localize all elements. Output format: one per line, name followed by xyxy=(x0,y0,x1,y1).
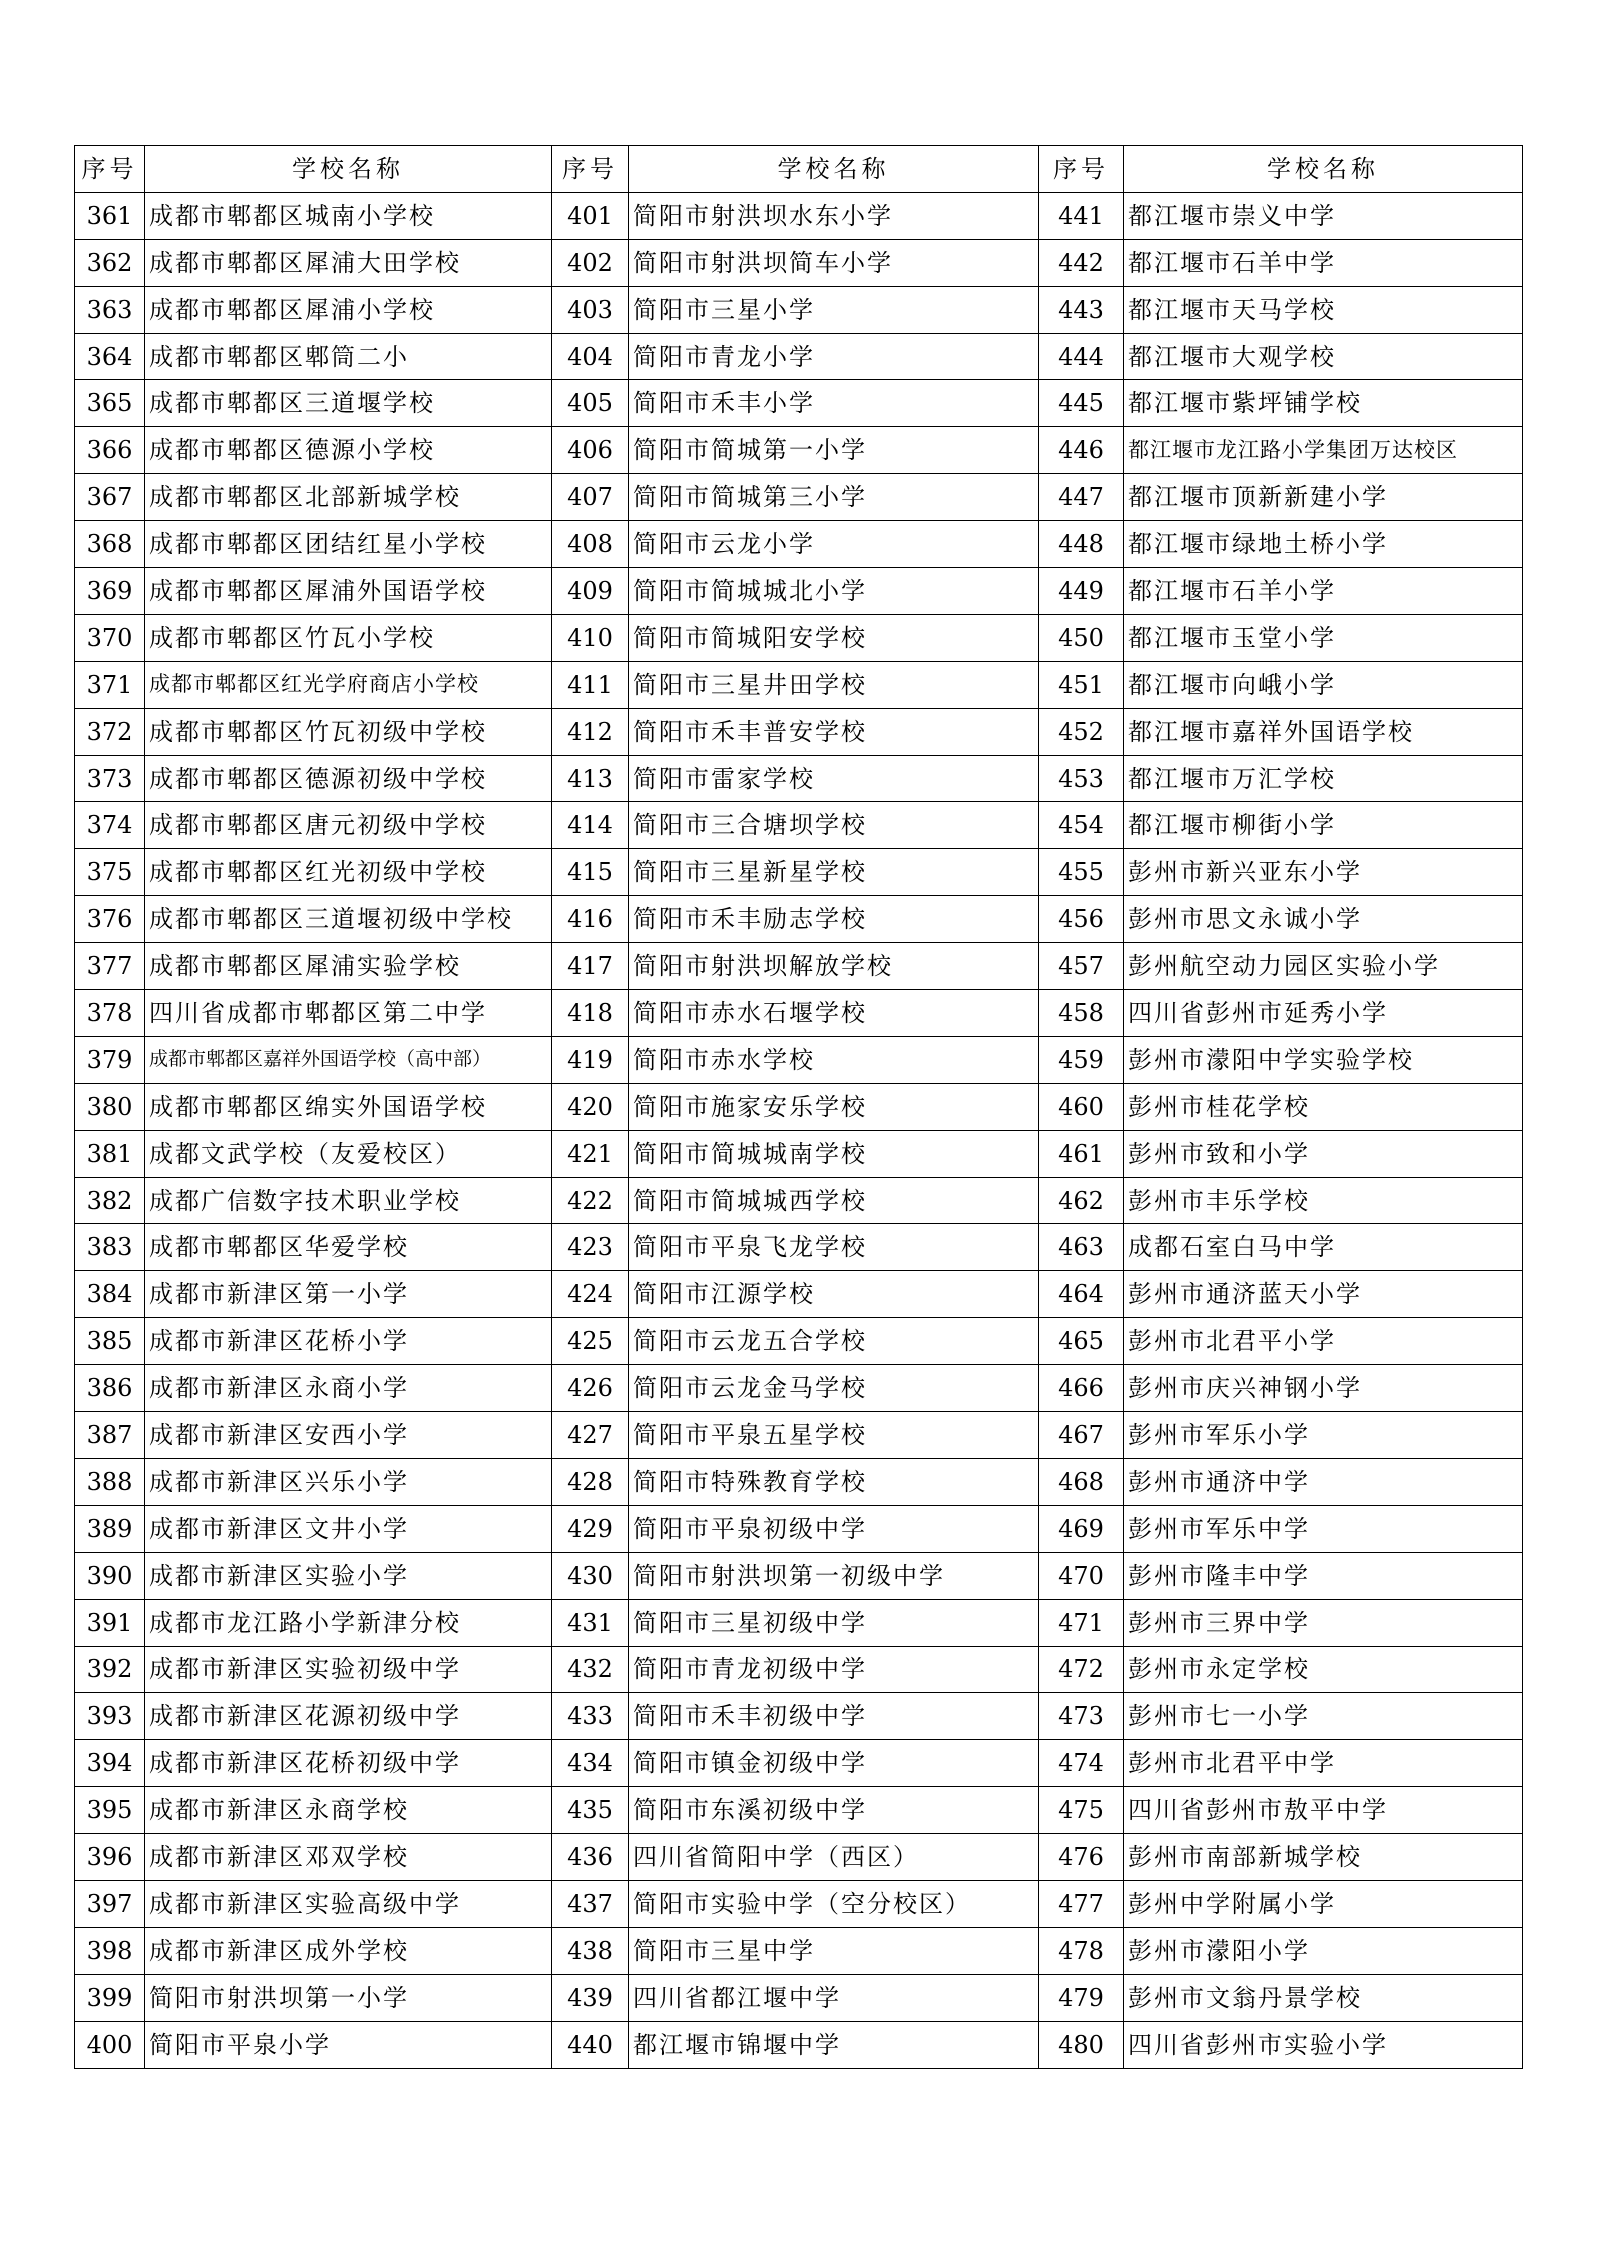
table-row xyxy=(75,568,1523,615)
serial-number-cell: 466 xyxy=(1039,1365,1124,1412)
school-name-cell: 彭州市隆丰中学 xyxy=(1124,1552,1523,1599)
serial-number-cell: 434 xyxy=(552,1740,629,1787)
school-name-cell: 成都市郫都区犀浦外国语学校 xyxy=(145,568,552,615)
header-row xyxy=(75,146,1523,193)
school-name-cell: 成都市郫都区唐元初级中学校 xyxy=(145,802,552,849)
table-row xyxy=(75,755,1523,802)
serial-number-cell: 362 xyxy=(75,239,145,286)
serial-number-cell: 461 xyxy=(1039,1130,1124,1177)
serial-number-cell: 382 xyxy=(75,1177,145,1224)
serial-number-cell: 380 xyxy=(75,1083,145,1130)
serial-number-cell: 475 xyxy=(1039,1787,1124,1834)
serial-number-cell: 376 xyxy=(75,896,145,943)
school-name-cell: 成都市郫都区竹瓦小学校 xyxy=(145,614,552,661)
school-name-cell: 彭州市七一小学 xyxy=(1124,1693,1523,1740)
serial-number-cell: 436 xyxy=(552,1834,629,1881)
school-name-cell: 成都市郫都区团结红星小学校 xyxy=(145,521,552,568)
school-name-cell: 成都市郫都区三道堰学校 xyxy=(145,380,552,427)
table-row xyxy=(75,474,1523,521)
table-row xyxy=(75,1834,1523,1881)
school-name-cell: 简阳市东溪初级中学 xyxy=(629,1787,1039,1834)
serial-number-cell: 437 xyxy=(552,1880,629,1927)
table-row xyxy=(75,1693,1523,1740)
school-name-cell: 简阳市特殊教育学校 xyxy=(629,1458,1039,1505)
serial-number-cell: 454 xyxy=(1039,802,1124,849)
school-name-cell: 简阳市云龙金马学校 xyxy=(629,1365,1039,1412)
school-name-cell: 成都市郫都区犀浦大田学校 xyxy=(145,239,552,286)
serial-number-cell: 440 xyxy=(552,2021,629,2068)
serial-number-cell: 417 xyxy=(552,943,629,990)
serial-number-cell: 442 xyxy=(1039,239,1124,286)
serial-number-cell: 395 xyxy=(75,1787,145,1834)
serial-number-cell: 420 xyxy=(552,1083,629,1130)
table-row xyxy=(75,943,1523,990)
serial-number-cell: 374 xyxy=(75,802,145,849)
school-name-cell: 四川省彭州市实验小学 xyxy=(1124,2021,1523,2068)
table-row xyxy=(75,1036,1523,1083)
serial-number-cell: 378 xyxy=(75,990,145,1037)
serial-number-cell: 373 xyxy=(75,755,145,802)
school-name-cell: 成都市郫都区郫筒二小 xyxy=(145,333,552,380)
serial-number-cell: 473 xyxy=(1039,1693,1124,1740)
school-name-cell: 成都市新津区实验小学 xyxy=(145,1552,552,1599)
serial-number-cell: 443 xyxy=(1039,286,1124,333)
header-school-name: 学校名称 xyxy=(1124,146,1523,193)
serial-number-cell: 388 xyxy=(75,1458,145,1505)
school-name-cell: 简阳市江源学校 xyxy=(629,1271,1039,1318)
school-name-cell: 简阳市射洪坝水东小学 xyxy=(629,192,1039,239)
serial-number-cell: 413 xyxy=(552,755,629,802)
school-name-cell: 简阳市射洪坝解放学校 xyxy=(629,943,1039,990)
table-row xyxy=(75,521,1523,568)
school-name-cell: 都江堰市玉堂小学 xyxy=(1124,614,1523,661)
school-name-cell: 都江堰市万汇学校 xyxy=(1124,755,1523,802)
serial-number-cell: 424 xyxy=(552,1271,629,1318)
serial-number-cell: 364 xyxy=(75,333,145,380)
school-name-cell: 简阳市三星井田学校 xyxy=(629,661,1039,708)
school-name-cell: 彭州市桂花学校 xyxy=(1124,1083,1523,1130)
serial-number-cell: 397 xyxy=(75,1880,145,1927)
school-name-cell: 成都市龙江路小学新津分校 xyxy=(145,1599,552,1646)
school-name-cell: 简阳市简城第三小学 xyxy=(629,474,1039,521)
serial-number-cell: 421 xyxy=(552,1130,629,1177)
serial-number-cell: 372 xyxy=(75,708,145,755)
table-row xyxy=(75,1458,1523,1505)
school-name-cell: 成都市郫都区红光初级中学校 xyxy=(145,849,552,896)
serial-number-cell: 422 xyxy=(552,1177,629,1224)
school-name-cell: 成都市郫都区竹瓦初级中学校 xyxy=(145,708,552,755)
serial-number-cell: 367 xyxy=(75,474,145,521)
serial-number-cell: 444 xyxy=(1039,333,1124,380)
school-name-cell: 彭州市北君平中学 xyxy=(1124,1740,1523,1787)
table-row xyxy=(75,1646,1523,1693)
school-name-cell: 简阳市赤水学校 xyxy=(629,1036,1039,1083)
header-school-name: 学校名称 xyxy=(145,146,552,193)
serial-number-cell: 412 xyxy=(552,708,629,755)
school-name-cell: 简阳市射洪坝第一小学 xyxy=(145,1974,552,2021)
table-row xyxy=(75,1271,1523,1318)
school-name-cell: 四川省都江堰中学 xyxy=(629,1974,1039,2021)
serial-number-cell: 391 xyxy=(75,1599,145,1646)
header-serial-number: 序号 xyxy=(552,146,629,193)
school-name-cell: 彭州市军乐小学 xyxy=(1124,1412,1523,1459)
serial-number-cell: 457 xyxy=(1039,943,1124,990)
header-school-name: 学校名称 xyxy=(629,146,1039,193)
table-row xyxy=(75,1083,1523,1130)
serial-number-cell: 408 xyxy=(552,521,629,568)
school-name-cell: 成都市郫都区犀浦实验学校 xyxy=(145,943,552,990)
serial-number-cell: 363 xyxy=(75,286,145,333)
school-name-cell: 简阳市三星初级中学 xyxy=(629,1599,1039,1646)
serial-number-cell: 387 xyxy=(75,1412,145,1459)
school-name-cell: 彭州市北君平小学 xyxy=(1124,1318,1523,1365)
school-name-cell: 四川省成都市郫都区第二中学 xyxy=(145,990,552,1037)
school-name-cell: 简阳市简城城西学校 xyxy=(629,1177,1039,1224)
table-row xyxy=(75,1740,1523,1787)
school-name-cell: 简阳市云龙五合学校 xyxy=(629,1318,1039,1365)
school-name-cell: 成都市新津区成外学校 xyxy=(145,1927,552,1974)
table-row xyxy=(75,2021,1523,2068)
table-row xyxy=(75,427,1523,474)
serial-number-cell: 477 xyxy=(1039,1880,1124,1927)
school-name-cell: 简阳市三星新星学校 xyxy=(629,849,1039,896)
serial-number-cell: 451 xyxy=(1039,661,1124,708)
school-name-cell: 简阳市简城阳安学校 xyxy=(629,614,1039,661)
school-name-cell: 都江堰市紫坪铺学校 xyxy=(1124,380,1523,427)
serial-number-cell: 398 xyxy=(75,1927,145,1974)
serial-number-cell: 383 xyxy=(75,1224,145,1271)
school-name-cell: 彭州市致和小学 xyxy=(1124,1130,1523,1177)
school-name-cell: 彭州市通济中学 xyxy=(1124,1458,1523,1505)
serial-number-cell: 361 xyxy=(75,192,145,239)
serial-number-cell: 464 xyxy=(1039,1271,1124,1318)
serial-number-cell: 411 xyxy=(552,661,629,708)
school-name-cell: 简阳市禾丰小学 xyxy=(629,380,1039,427)
table-row xyxy=(75,239,1523,286)
serial-number-cell: 370 xyxy=(75,614,145,661)
serial-number-cell: 471 xyxy=(1039,1599,1124,1646)
serial-number-cell: 406 xyxy=(552,427,629,474)
school-name-cell: 彭州市文翁丹景学校 xyxy=(1124,1974,1523,2021)
school-name-cell: 简阳市实验中学（空分校区） xyxy=(629,1880,1039,1927)
school-name-cell: 成都市新津区第一小学 xyxy=(145,1271,552,1318)
school-name-cell: 成都市新津区永商小学 xyxy=(145,1365,552,1412)
table-row xyxy=(75,1130,1523,1177)
school-name-cell: 成都市新津区兴乐小学 xyxy=(145,1458,552,1505)
serial-number-cell: 401 xyxy=(552,192,629,239)
serial-number-cell: 414 xyxy=(552,802,629,849)
school-name-cell: 简阳市射洪坝第一初级中学 xyxy=(629,1552,1039,1599)
serial-number-cell: 366 xyxy=(75,427,145,474)
table-row xyxy=(75,333,1523,380)
serial-number-cell: 368 xyxy=(75,521,145,568)
school-name-cell: 简阳市镇金初级中学 xyxy=(629,1740,1039,1787)
serial-number-cell: 392 xyxy=(75,1646,145,1693)
serial-number-cell: 467 xyxy=(1039,1412,1124,1459)
serial-number-cell: 468 xyxy=(1039,1458,1124,1505)
table-row xyxy=(75,380,1523,427)
school-name-cell: 简阳市禾丰普安学校 xyxy=(629,708,1039,755)
serial-number-cell: 462 xyxy=(1039,1177,1124,1224)
table-row xyxy=(75,1224,1523,1271)
serial-number-cell: 409 xyxy=(552,568,629,615)
serial-number-cell: 449 xyxy=(1039,568,1124,615)
table-row xyxy=(75,1505,1523,1552)
header-serial-number: 序号 xyxy=(1039,146,1124,193)
school-name-cell: 都江堰市嘉祥外国语学校 xyxy=(1124,708,1523,755)
school-name-cell: 简阳市雷家学校 xyxy=(629,755,1039,802)
serial-number-cell: 418 xyxy=(552,990,629,1037)
school-name-cell: 成都市郫都区德源小学校 xyxy=(145,427,552,474)
serial-number-cell: 404 xyxy=(552,333,629,380)
table-row xyxy=(75,1177,1523,1224)
table-row xyxy=(75,1599,1523,1646)
school-name-cell: 彭州市丰乐学校 xyxy=(1124,1177,1523,1224)
school-name-cell: 彭州市永定学校 xyxy=(1124,1646,1523,1693)
school-name-cell: 彭州市新兴亚东小学 xyxy=(1124,849,1523,896)
table-row xyxy=(75,614,1523,661)
serial-number-cell: 456 xyxy=(1039,896,1124,943)
school-name-cell: 简阳市云龙小学 xyxy=(629,521,1039,568)
school-name-cell: 简阳市施家安乐学校 xyxy=(629,1083,1039,1130)
serial-number-cell: 446 xyxy=(1039,427,1124,474)
serial-number-cell: 476 xyxy=(1039,1834,1124,1881)
serial-number-cell: 450 xyxy=(1039,614,1124,661)
school-name-cell: 都江堰市向峨小学 xyxy=(1124,661,1523,708)
serial-number-cell: 465 xyxy=(1039,1318,1124,1365)
school-name-cell: 简阳市禾丰初级中学 xyxy=(629,1693,1039,1740)
serial-number-cell: 419 xyxy=(552,1036,629,1083)
school-name-cell: 简阳市简城城北小学 xyxy=(629,568,1039,615)
serial-number-cell: 438 xyxy=(552,1927,629,1974)
school-name-cell: 简阳市三合塘坝学校 xyxy=(629,802,1039,849)
school-name-cell: 成都市新津区文井小学 xyxy=(145,1505,552,1552)
serial-number-cell: 472 xyxy=(1039,1646,1124,1693)
serial-number-cell: 377 xyxy=(75,943,145,990)
school-name-cell: 简阳市平泉飞龙学校 xyxy=(629,1224,1039,1271)
table-row xyxy=(75,1787,1523,1834)
school-name-cell: 成都市郫都区犀浦小学校 xyxy=(145,286,552,333)
school-name-cell: 成都市新津区花桥小学 xyxy=(145,1318,552,1365)
school-name-cell: 成都市郫都区红光学府商店小学校 xyxy=(145,661,552,708)
school-name-cell: 成都市郫都区城南小学校 xyxy=(145,192,552,239)
table-row xyxy=(75,1318,1523,1365)
serial-number-cell: 415 xyxy=(552,849,629,896)
serial-number-cell: 432 xyxy=(552,1646,629,1693)
school-name-cell: 彭州市军乐中学 xyxy=(1124,1505,1523,1552)
school-name-cell: 四川省彭州市延秀小学 xyxy=(1124,990,1523,1037)
school-name-cell: 成都市郫都区绵实外国语学校 xyxy=(145,1083,552,1130)
school-name-cell: 都江堰市崇义中学 xyxy=(1124,192,1523,239)
serial-number-cell: 407 xyxy=(552,474,629,521)
serial-number-cell: 410 xyxy=(552,614,629,661)
serial-number-cell: 393 xyxy=(75,1693,145,1740)
serial-number-cell: 458 xyxy=(1039,990,1124,1037)
serial-number-cell: 399 xyxy=(75,1974,145,2021)
school-name-cell: 彭州市庆兴神钢小学 xyxy=(1124,1365,1523,1412)
serial-number-cell: 479 xyxy=(1039,1974,1124,2021)
serial-number-cell: 379 xyxy=(75,1036,145,1083)
serial-number-cell: 426 xyxy=(552,1365,629,1412)
serial-number-cell: 375 xyxy=(75,849,145,896)
school-name-cell: 简阳市简城城南学校 xyxy=(629,1130,1039,1177)
school-name-cell: 简阳市三星中学 xyxy=(629,1927,1039,1974)
table-row xyxy=(75,849,1523,896)
serial-number-cell: 470 xyxy=(1039,1552,1124,1599)
serial-number-cell: 469 xyxy=(1039,1505,1124,1552)
serial-number-cell: 390 xyxy=(75,1552,145,1599)
serial-number-cell: 460 xyxy=(1039,1083,1124,1130)
serial-number-cell: 371 xyxy=(75,661,145,708)
school-name-cell: 彭州市南部新城学校 xyxy=(1124,1834,1523,1881)
school-name-cell: 四川省简阳中学（西区） xyxy=(629,1834,1039,1881)
serial-number-cell: 405 xyxy=(552,380,629,427)
serial-number-cell: 439 xyxy=(552,1974,629,2021)
serial-number-cell: 431 xyxy=(552,1599,629,1646)
school-name-cell: 简阳市射洪坝简车小学 xyxy=(629,239,1039,286)
school-name-cell: 彭州中学附属小学 xyxy=(1124,1880,1523,1927)
school-name-cell: 成都市新津区永商学校 xyxy=(145,1787,552,1834)
school-name-cell: 成都石室白马中学 xyxy=(1124,1224,1523,1271)
serial-number-cell: 402 xyxy=(552,239,629,286)
table-row xyxy=(75,1365,1523,1412)
table-row xyxy=(75,802,1523,849)
serial-number-cell: 389 xyxy=(75,1505,145,1552)
school-name-cell: 都江堰市顶新新建小学 xyxy=(1124,474,1523,521)
serial-number-cell: 441 xyxy=(1039,192,1124,239)
serial-number-cell: 427 xyxy=(552,1412,629,1459)
serial-number-cell: 385 xyxy=(75,1318,145,1365)
school-name-cell: 成都市郫都区北部新城学校 xyxy=(145,474,552,521)
school-name-cell: 四川省彭州市敖平中学 xyxy=(1124,1787,1523,1834)
serial-number-cell: 447 xyxy=(1039,474,1124,521)
school-name-cell: 成都文武学校（友爱校区） xyxy=(145,1130,552,1177)
table-row xyxy=(75,1927,1523,1974)
table-row xyxy=(75,896,1523,943)
serial-number-cell: 416 xyxy=(552,896,629,943)
school-name-cell: 成都市郫都区华爱学校 xyxy=(145,1224,552,1271)
school-name-cell: 简阳市平泉初级中学 xyxy=(629,1505,1039,1552)
school-name-cell: 都江堰市柳街小学 xyxy=(1124,802,1523,849)
serial-number-cell: 365 xyxy=(75,380,145,427)
serial-number-cell: 369 xyxy=(75,568,145,615)
school-name-cell: 成都市新津区花源初级中学 xyxy=(145,1693,552,1740)
serial-number-cell: 448 xyxy=(1039,521,1124,568)
school-name-cell: 成都市新津区实验高级中学 xyxy=(145,1880,552,1927)
serial-number-cell: 386 xyxy=(75,1365,145,1412)
serial-number-cell: 428 xyxy=(552,1458,629,1505)
serial-number-cell: 455 xyxy=(1039,849,1124,896)
school-name-cell: 简阳市三星小学 xyxy=(629,286,1039,333)
school-name-cell: 简阳市青龙小学 xyxy=(629,333,1039,380)
school-name-cell: 简阳市简城第一小学 xyxy=(629,427,1039,474)
school-name-cell: 都江堰市大观学校 xyxy=(1124,333,1523,380)
school-name-cell: 成都市郫都区嘉祥外国语学校（高中部） xyxy=(145,1036,552,1083)
school-name-cell: 简阳市赤水石堰学校 xyxy=(629,990,1039,1037)
serial-number-cell: 429 xyxy=(552,1505,629,1552)
school-list-table xyxy=(74,145,1523,2069)
table-row xyxy=(75,192,1523,239)
school-name-cell: 都江堰市龙江路小学集团万达校区 xyxy=(1124,427,1523,474)
school-name-cell: 简阳市禾丰励志学校 xyxy=(629,896,1039,943)
serial-number-cell: 425 xyxy=(552,1318,629,1365)
serial-number-cell: 463 xyxy=(1039,1224,1124,1271)
school-name-cell: 都江堰市绿地土桥小学 xyxy=(1124,521,1523,568)
serial-number-cell: 435 xyxy=(552,1787,629,1834)
table-row xyxy=(75,1880,1523,1927)
school-name-cell: 简阳市青龙初级中学 xyxy=(629,1646,1039,1693)
school-name-cell: 彭州航空动力园区实验小学 xyxy=(1124,943,1523,990)
header-serial-number: 序号 xyxy=(75,146,145,193)
table-row xyxy=(75,1974,1523,2021)
school-name-cell: 都江堰市锦堰中学 xyxy=(629,2021,1039,2068)
school-name-cell: 成都市郫都区德源初级中学校 xyxy=(145,755,552,802)
school-name-cell: 彭州市思文永诚小学 xyxy=(1124,896,1523,943)
serial-number-cell: 474 xyxy=(1039,1740,1124,1787)
school-name-cell: 简阳市平泉小学 xyxy=(145,2021,552,2068)
school-name-cell: 都江堰市石羊小学 xyxy=(1124,568,1523,615)
serial-number-cell: 400 xyxy=(75,2021,145,2068)
school-name-cell: 成都市新津区实验初级中学 xyxy=(145,1646,552,1693)
serial-number-cell: 381 xyxy=(75,1130,145,1177)
school-name-cell: 成都市郫都区三道堰初级中学校 xyxy=(145,896,552,943)
table-row xyxy=(75,708,1523,755)
school-name-cell: 成都广信数字技术职业学校 xyxy=(145,1177,552,1224)
serial-number-cell: 394 xyxy=(75,1740,145,1787)
table-row xyxy=(75,661,1523,708)
serial-number-cell: 433 xyxy=(552,1693,629,1740)
serial-number-cell: 478 xyxy=(1039,1927,1124,1974)
school-name-cell: 成都市新津区邓双学校 xyxy=(145,1834,552,1881)
table-row xyxy=(75,1552,1523,1599)
school-name-cell: 都江堰市石羊中学 xyxy=(1124,239,1523,286)
serial-number-cell: 384 xyxy=(75,1271,145,1318)
serial-number-cell: 403 xyxy=(552,286,629,333)
serial-number-cell: 396 xyxy=(75,1834,145,1881)
school-name-cell: 彭州市濛阳小学 xyxy=(1124,1927,1523,1974)
table-row xyxy=(75,1412,1523,1459)
school-name-cell: 彭州市濛阳中学实验学校 xyxy=(1124,1036,1523,1083)
school-name-cell: 成都市新津区安西小学 xyxy=(145,1412,552,1459)
school-name-cell: 成都市新津区花桥初级中学 xyxy=(145,1740,552,1787)
serial-number-cell: 453 xyxy=(1039,755,1124,802)
table-row xyxy=(75,286,1523,333)
table-row xyxy=(75,990,1523,1037)
school-name-cell: 简阳市平泉五星学校 xyxy=(629,1412,1039,1459)
serial-number-cell: 445 xyxy=(1039,380,1124,427)
school-name-cell: 彭州市三界中学 xyxy=(1124,1599,1523,1646)
serial-number-cell: 480 xyxy=(1039,2021,1124,2068)
serial-number-cell: 459 xyxy=(1039,1036,1124,1083)
serial-number-cell: 452 xyxy=(1039,708,1124,755)
school-name-cell: 彭州市通济蓝天小学 xyxy=(1124,1271,1523,1318)
serial-number-cell: 430 xyxy=(552,1552,629,1599)
serial-number-cell: 423 xyxy=(552,1224,629,1271)
school-name-cell: 都江堰市天马学校 xyxy=(1124,286,1523,333)
